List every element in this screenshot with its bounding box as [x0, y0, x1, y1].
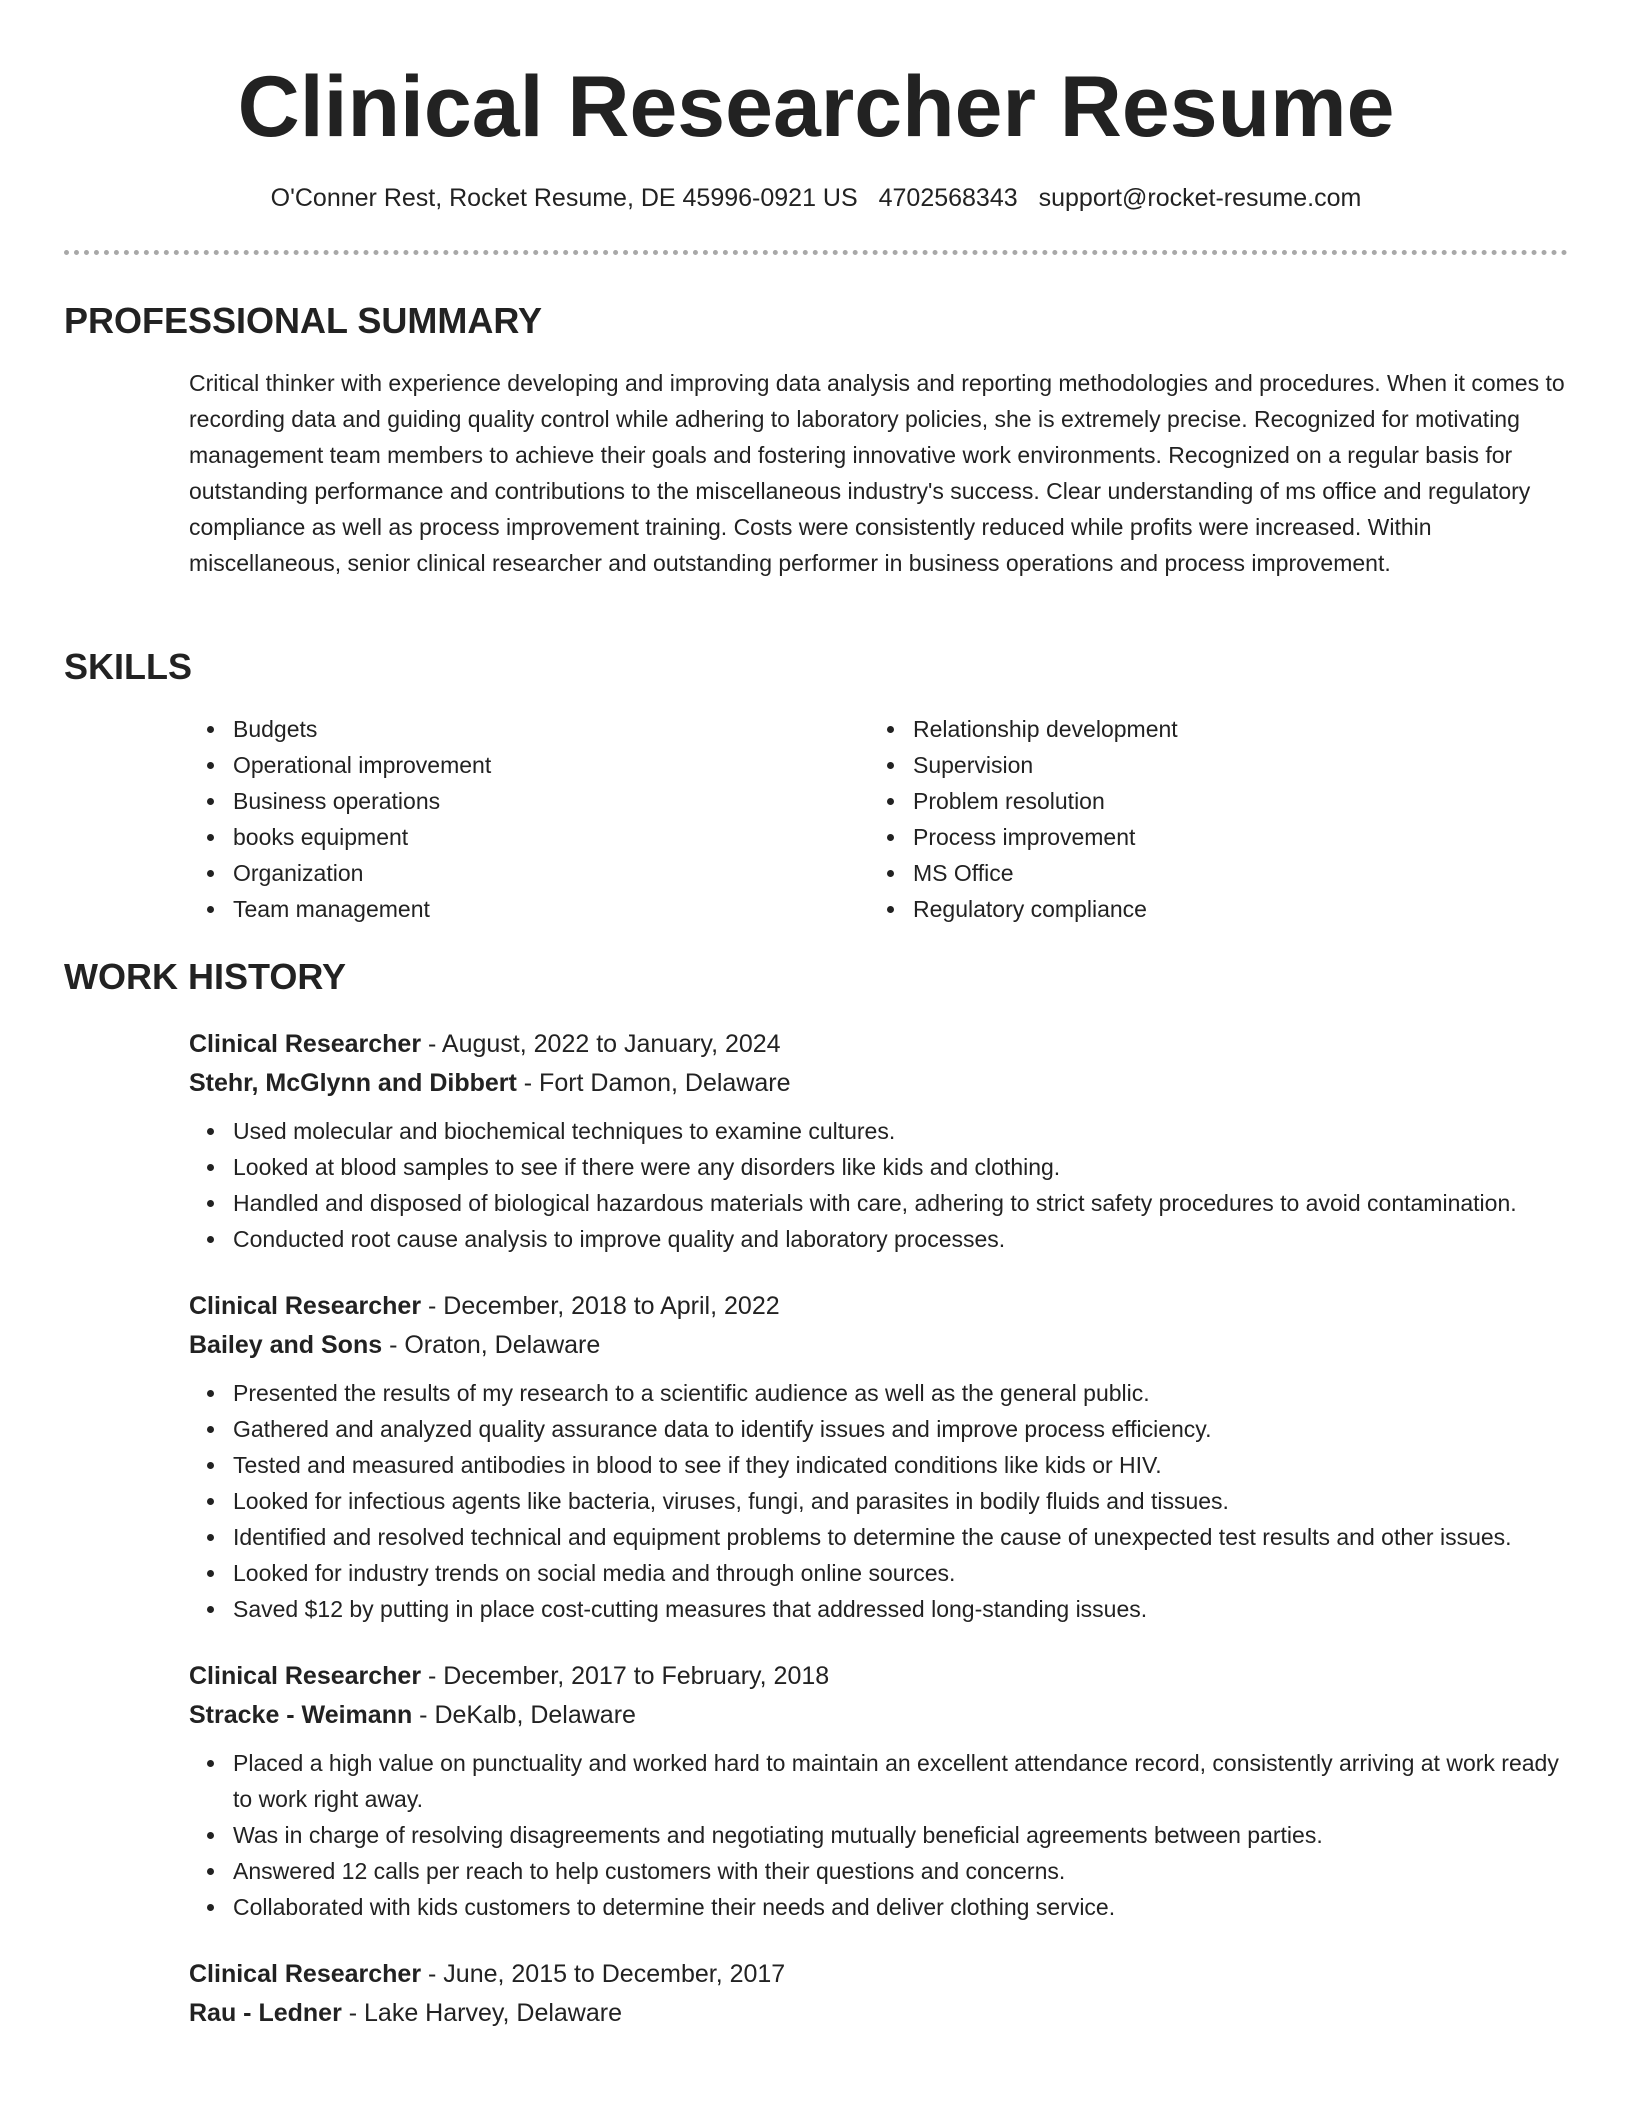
skill-item: Process improvement — [913, 819, 1563, 855]
job-location: - Oraton, Delaware — [382, 1331, 601, 1359]
job-bullet: Gathered and analyzed quality assurance data to identify issues and improve process efficiency. — [233, 1411, 1569, 1447]
skill-item: Supervision — [913, 747, 1563, 783]
job-bullet: Answered 12 calls per reach to help customers with their questions and concerns. — [233, 1853, 1569, 1889]
job-title-line — [189, 1287, 1569, 1326]
job-dates: - August, 2022 to January, 2024 — [421, 1030, 781, 1058]
job-title-line — [189, 1025, 1569, 1064]
skill-item: Operational improvement — [233, 747, 863, 783]
job-dates: - December, 2017 to February, 2018 — [421, 1662, 830, 1690]
job-company: Stehr, McGlynn and Dibbert — [189, 1069, 517, 1097]
job-bullets — [189, 1113, 1569, 1257]
job-bullet: Collaborated with kids customers to determine their needs and deliver clothing service. — [233, 1889, 1569, 1925]
skill-item: Relationship development — [913, 711, 1563, 747]
job-title: Clinical Researcher — [189, 1030, 422, 1058]
job-dates: - December, 2018 to April, 2022 — [421, 1292, 780, 1320]
job-entry — [189, 1287, 1569, 1627]
job-bullet: Looked for industry trends on social media and through online sources. — [233, 1555, 1569, 1591]
job-title: Clinical Researcher — [189, 1292, 422, 1320]
skill-item: Regulatory compliance — [913, 891, 1563, 927]
job-company: Bailey and Sons — [189, 1331, 383, 1359]
skill-item: books equipment — [233, 819, 863, 855]
job-bullet: Presented the results of my research to a scientific audience as well as the general public. — [233, 1375, 1569, 1411]
header-divider — [64, 250, 1568, 255]
contact-line — [0, 178, 1632, 218]
job-bullet: Identified and resolved technical and equipment problems to determine the cause of unexpected test results and other issues. — [233, 1519, 1569, 1555]
job-bullet: Used molecular and biochemical techniques to examine cultures. — [233, 1113, 1569, 1149]
job-bullet: Placed a high value on punctuality and worked hard to maintain an excellent attendance record, consistently arriving at work ready to work right away. — [233, 1745, 1569, 1817]
skills-heading: SKILLS — [64, 646, 193, 687]
resume-title: Clinical Researcher Resume — [237, 59, 1395, 155]
job-entry — [189, 1955, 1569, 2033]
job-company: Rau - Ledner — [189, 1999, 342, 2027]
job-title: Clinical Researcher — [189, 1960, 422, 1988]
job-entry — [189, 1657, 1569, 1925]
job-title-line — [189, 1657, 1569, 1696]
work-history-heading: WORK HISTORY — [64, 956, 347, 997]
job-bullets — [189, 1745, 1569, 1925]
job-company-line — [189, 1326, 1569, 1365]
contact-address: O'Conner Rest, Rocket Resume, DE 45996-0921 US — [270, 184, 858, 212]
skills-column-2 — [869, 711, 1563, 927]
job-company: Stracke - Weimann — [189, 1701, 413, 1729]
job-bullet: Looked for infectious agents like bacteria, viruses, fungi, and parasites in bodily fluids and tissues. — [233, 1483, 1569, 1519]
job-bullet: Tested and measured antibodies in blood to see if they indicated conditions like kids or HIV. — [233, 1447, 1569, 1483]
skill-item: Business operations — [233, 783, 863, 819]
contact-phone: 4702568343 — [878, 184, 1018, 212]
job-bullet: Saved $12 by putting in place cost-cutting measures that addressed long-standing issues. — [233, 1591, 1569, 1627]
job-title-line — [189, 1955, 1569, 1994]
job-bullets — [189, 1375, 1569, 1627]
job-bullet: Handled and disposed of biological hazardous materials with care, adhering to strict safety procedures to avoid contamination. — [233, 1185, 1569, 1221]
skill-item: Organization — [233, 855, 863, 891]
skill-item: Problem resolution — [913, 783, 1563, 819]
job-company-line — [189, 1994, 1569, 2033]
job-bullet: Looked at blood samples to see if there were any disorders like kids and clothing. — [233, 1149, 1569, 1185]
skill-item: Budgets — [233, 711, 863, 747]
job-bullet: Was in charge of resolving disagreements and negotiating mutually beneficial agreements between parties. — [233, 1817, 1569, 1853]
skill-item: MS Office — [913, 855, 1563, 891]
job-title: Clinical Researcher — [189, 1662, 422, 1690]
contact-email: support@rocket-resume.com — [1038, 184, 1362, 212]
skills-column-1 — [189, 711, 863, 927]
work-history-list — [189, 1025, 1569, 2063]
job-bullet: Conducted root cause analysis to improve quality and laboratory processes. — [233, 1221, 1569, 1257]
job-dates: - June, 2015 to December, 2017 — [421, 1960, 786, 1988]
job-location: - Fort Damon, Delaware — [516, 1069, 791, 1097]
skill-item: Team management — [233, 891, 863, 927]
job-location: - Lake Harvey, Delaware — [341, 1999, 622, 2027]
job-company-line — [189, 1696, 1569, 1735]
summary-heading: PROFESSIONAL SUMMARY — [64, 300, 543, 341]
job-company-line — [189, 1064, 1569, 1103]
job-entry — [189, 1025, 1569, 1257]
job-location: - DeKalb, Delaware — [412, 1701, 636, 1729]
summary-text: Critical thinker with experience developing and improving data analysis and reporting methodologies and procedures. When it comes to recording data and guiding quality control while adhering to laboratory policies, she is extremely precise. Recognized for motivating management team members to achieve their goals and fostering innovative work environments. Recognized on a regular basis for outstanding performance and contributions to the miscellaneous industry's success. Clear understanding of ms office and regulatory compliance as well as process improvement training. Costs were consistently reduced while profits were increased. Within miscellaneous, senior clinical researcher and outstanding performer in business operations and process improvement. — [189, 370, 1565, 576]
